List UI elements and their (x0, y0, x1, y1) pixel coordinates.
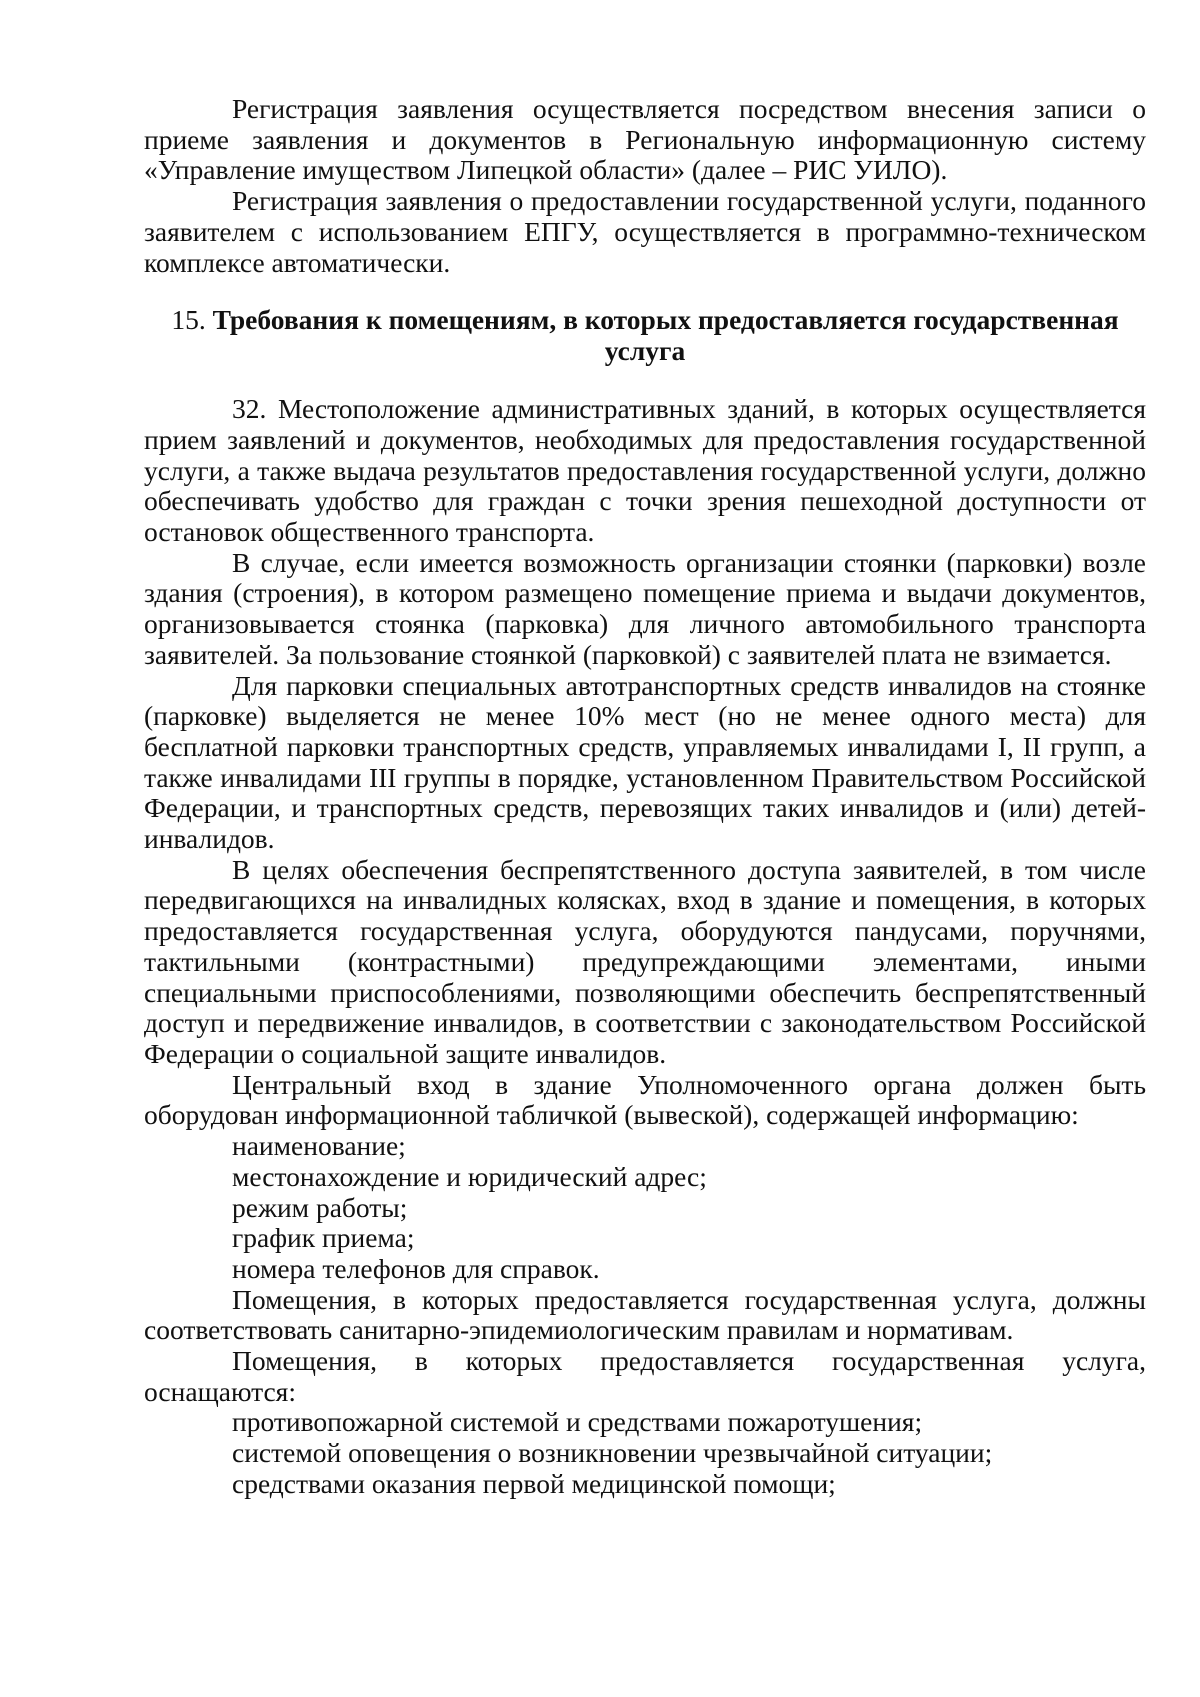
list-item-fire-system: противопожарной системой и средствами пожаротушения; (232, 1406, 923, 1438)
paragraph-central-entrance: Центральный вход в здание Уполномоченного органа должен быть оборудован информационной табличкой (вывеской), содержащей информацию: (144, 1068, 1146, 1131)
paragraph-accessibility: В целях обеспечения беспрепятственного доступа заявителей, в том числе передвигающихся на инвалидных колясках, вход в здание и помещения, в которых предоставляется государственная услуга, оборудуются пандусами, поручнями, тактильными (контрастными) предупреждающими элементами, иными специальными приспособлениями, позволяющими обеспечить беспрепятственный доступ и передвижение инвалидов, в соответствии с законодательством Российской Федерации о социальной защите инвалидов. (144, 853, 1146, 1069)
list-item-address: местонахождение и юридический адрес; (232, 1160, 707, 1192)
list-item-first-aid: средствами оказания первой медицинской помощи; (232, 1467, 836, 1499)
paragraph-32-location: 32. Местоположение административных зданий, в которых осуществляется прием заявлений и документов, необходимых для предоставления государственной услуги, а также выдача результатов предоставления государственной услуги, должно обеспечивать удобство для граждан с точки зрения пешеходной доступности от остановок общественного транспорта. (144, 393, 1146, 548)
paragraph-parking: В случае, если имеется возможность организации стоянки (парковки) возле здания (строения), в котором размещено помещение приема и выдачи документов, организовывается стоянка (парковка) для личного автомобильного транспорта заявителей. За пользование стоянкой (парковкой) с заявителей плата не взимается. (144, 546, 1146, 670)
section-number: 15. (171, 304, 206, 336)
paragraph-disabled-parking: Для парковки специальных автотранспортных средств инвалидов на стоянке (парковке) выделяется не менее 10% мест (но не менее одного места) для бесплатной парковки транспортных средств, управляемых инвалидами I, II групп, а также инвалидами III группы в порядке, установленном Правительством Российской Федерации, и транспортных средств, перевозящих таких инвалидов и (или) детей- инвалидов. (144, 669, 1146, 855)
paragraph-registration-epgu: Регистрация заявления о предоставлении государственной услуги, поданного заявителем с использованием ЕПГУ, осуществляется в программно-техническом комплексе автоматически. (144, 185, 1146, 278)
paragraph-registration: Регистрация заявления осуществляется посредством внесения записи о приеме заявления и документов в Региональную информационную систему «Управление имуществом Липецкой области» (далее – РИС УИЛО). (144, 93, 1146, 186)
list-item-name: наименование; (232, 1130, 406, 1162)
list-item-schedule: график приема; (232, 1222, 415, 1254)
list-item-alert-system: системой оповещения о возникновении чрезвычайной ситуации; (232, 1437, 993, 1469)
paragraph-equipment: Помещения, в которых предоставляется государственная услуга, оснащаются: (144, 1345, 1146, 1407)
paragraph-sanitary: Помещения, в которых предоставляется государственная услуга, должны соответствовать санитарно-эпидемиологическим правилам и нормативам. (144, 1283, 1146, 1346)
section-title: Требования к помещениям, в которых предоставляется государственная услуга (212, 304, 1119, 367)
list-item-phones: номера телефонов для справок. (232, 1252, 600, 1284)
section-heading (144, 304, 1146, 366)
list-item-work-mode: режим работы; (232, 1191, 408, 1223)
document-page (144, 94, 1146, 1500)
